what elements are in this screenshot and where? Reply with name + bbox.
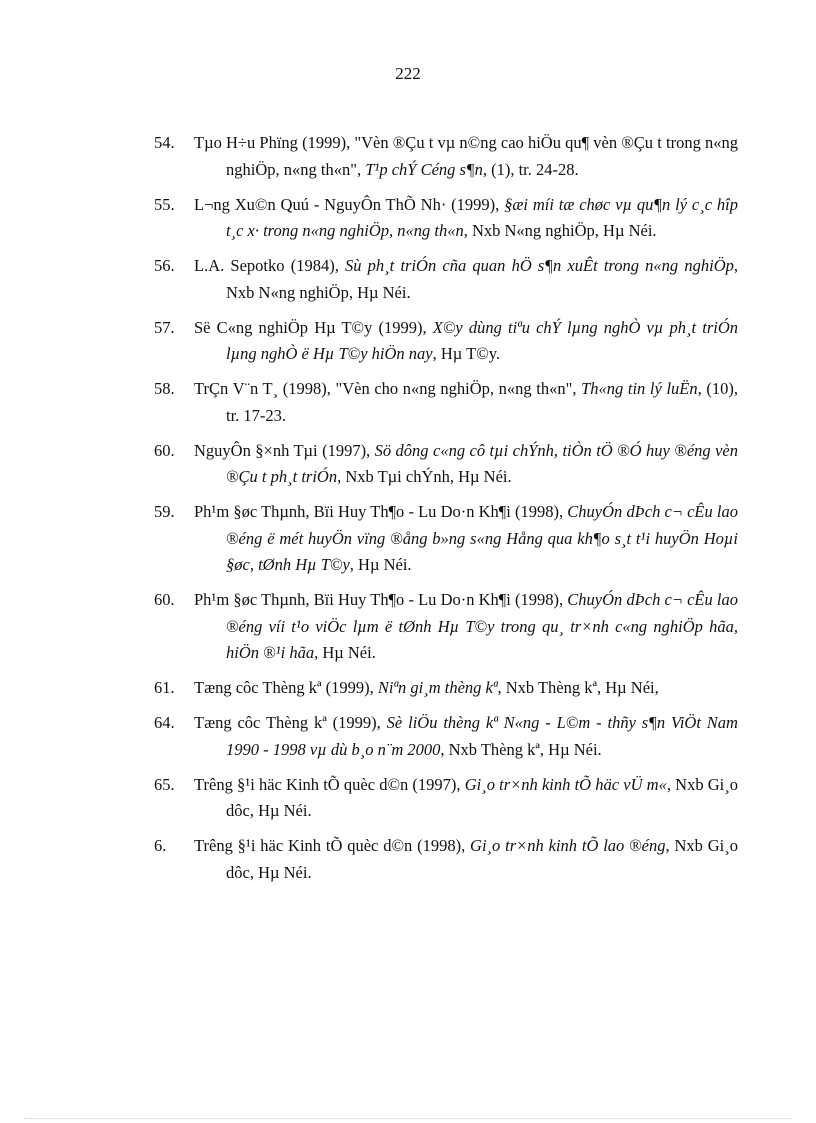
reference-publication: , Hµ Néi. — [349, 555, 412, 574]
reference-number: 56. — [154, 256, 175, 275]
reference-item — [154, 675, 738, 702]
reference-item — [154, 253, 738, 306]
reference-title: §æi míi tæ chøc vµ qu¶n lý c¸c hîp t¸c x· trong n«ng nghiÖp, n«ng th«n — [226, 194, 738, 240]
reference-title: T¹p chÝ Céng s¶n — [365, 159, 483, 179]
reference-title: ChuyÓn dÞch c¬ cÊu lao ®éng víi t¹o viÖc lµm ë tØnh Hµ T©y trong qu¸ tr×nh c«ng nghiÖp hãa, hiÖn ®¹i hãa — [226, 590, 738, 662]
reference-title: Sö dông c«ng cô tµi chÝnh, tiÒn tÖ ®Ó huy ®éng vèn ®Çu t ph¸t triÓn — [226, 440, 738, 486]
reference-item — [154, 315, 738, 368]
reference-number: 54. — [154, 133, 175, 152]
reference-item — [154, 587, 738, 667]
reference-text: Së C«ng nghiÖp Hµ T©y (1999), — [194, 317, 433, 337]
reference-item — [154, 710, 738, 763]
reference-item — [154, 376, 738, 429]
reference-item — [154, 499, 738, 579]
reference-text: Tæng côc Thèng kª (1999), — [194, 713, 387, 732]
reference-number: 57. — [154, 317, 175, 337]
reference-number: 59. — [154, 502, 175, 521]
reference-text: L.A. Sepotko (1984), — [194, 256, 345, 275]
reference-publication: , (10), tr. 17-23. — [226, 379, 738, 425]
reference-title: Niªn gi¸m thèng kª — [377, 678, 498, 697]
reference-number: 61. — [154, 678, 175, 697]
bottom-divider — [24, 1118, 792, 1119]
reference-publication: , Nxb Tµi chÝnh, Hµ Néi. — [337, 467, 512, 486]
reference-number: 6. — [154, 836, 167, 855]
reference-text: Tµo H÷u Phïng (1999), "Vèn ®Çu t vµ n©ng cao hiÖu qu¶ vèn ®Çu t trong n«ng nghiÖp, n«ng th«n", — [194, 133, 738, 179]
reference-title: Gi¸o tr×nh kinh tÕ lao ®éng — [470, 836, 666, 855]
reference-item — [154, 833, 738, 886]
reference-item — [154, 772, 738, 825]
reference-publication: , Hµ Néi. — [314, 643, 376, 662]
reference-title: X©y dùng tiªu chÝ lµng nghÒ vµ ph¸t triÓn lµng nghÒ ë Hµ T©y hiÖn nay — [226, 317, 739, 363]
reference-number: 58. — [154, 379, 175, 398]
reference-publication: , Nxb Gi¸o dôc, Hµ Néi. — [226, 774, 738, 820]
reference-list — [154, 130, 738, 895]
reference-text: NguyÔn §×nh Tµi (1997), — [194, 440, 375, 460]
reference-publication: , Nxb Thèng kª, Hµ Néi, — [497, 678, 659, 697]
reference-title: Sè liÖu thèng kª N«ng - L©m - thñy s¶n ViÖt Nam 1990 - 1998 vµ dù b¸o n¨m 2000 — [226, 713, 738, 759]
reference-item — [154, 192, 738, 245]
reference-text: Ph¹m §øc Thµnh, Bïi Huy Th¶o - Lu Do·n Kh¶i (1998), — [194, 502, 568, 521]
reference-number: 64. — [154, 713, 175, 732]
reference-title: ChuyÓn dÞch c¬ cÊu lao ®éng ë mét huyÖn vïng ®ång b»ng s«ng Hång qua kh¶o s¸t t¹i huyÖn Hoµi §øc, tØnh Hµ T©y — [226, 502, 738, 574]
reference-number: 65. — [154, 774, 175, 794]
reference-publication: , Nxb N«ng nghiÖp, Hµ Néi. — [226, 256, 738, 302]
reference-publication: , Nxb N«ng nghiÖp, Hµ Néi. — [463, 221, 657, 240]
reference-publication: , (1), tr. 24-28. — [482, 159, 579, 179]
reference-item — [154, 438, 738, 491]
reference-title: Th«ng tin lý luËn — [581, 379, 698, 398]
reference-text: L¬ng Xu©n Quú - NguyÔn ThÕ Nh· (1999), — [194, 194, 505, 214]
reference-text: Ph¹m §øc Thµnh, Bïi Huy Th¶o - Lu Do·n Kh¶i (1998), — [194, 590, 568, 609]
reference-publication: , Nxb Thèng kª, Hµ Néi. — [440, 739, 602, 759]
reference-text: Trêng §¹i häc Kinh tÕ quèc d©n (1998), — [194, 836, 471, 855]
reference-item — [154, 130, 738, 183]
reference-title: Sù ph¸t triÓn cña quan hÖ s¶n xuÊt trong n«ng nghiÖp — [345, 256, 734, 275]
reference-publication: , Nxb Gi¸o dôc, Hµ Néi. — [226, 836, 738, 882]
reference-publication: , Hµ T©y. — [432, 344, 501, 363]
reference-text: Trêng §¹i häc Kinh tÕ quèc d©n (1997), — [194, 774, 465, 794]
reference-title: Gi¸o tr×nh kinh tÕ häc vÜ m« — [464, 774, 667, 794]
page-number: 222 — [395, 64, 421, 83]
reference-number: 55. — [154, 194, 175, 214]
reference-text: Tæng côc Thèng kª (1999), — [194, 678, 378, 697]
reference-text: TrÇn V¨n T¸ (1998), "Vèn cho n«ng nghiÖp, n«ng th«n", — [194, 379, 582, 398]
reference-number: 60. — [154, 440, 175, 460]
reference-number: 60. — [154, 590, 175, 609]
